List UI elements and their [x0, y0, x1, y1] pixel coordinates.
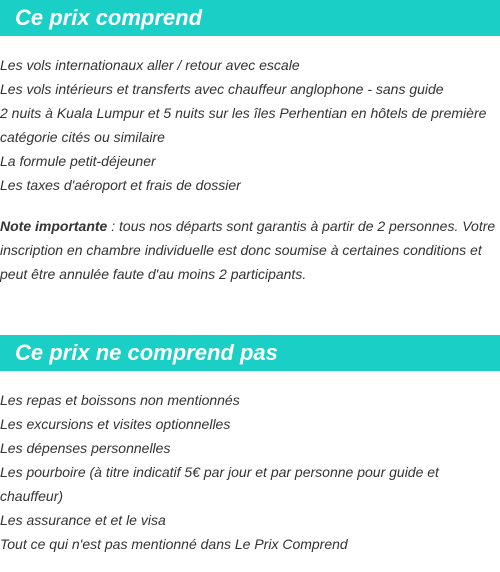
excludes-item: Les pourboire (à titre indicatif 5€ par jour et par personne pour guide et chauffeur) [0, 464, 439, 504]
excludes-item: Les dépenses personnelles [0, 440, 171, 456]
includes-section-title: Ce prix comprend [15, 5, 203, 30]
important-note [0, 214, 500, 286]
excludes-section-header [0, 335, 500, 371]
important-note-text: : tous nos départs sont garantis à partir de 2 personnes. Votre inscription en chambre individuelle est donc soumise à certaines conditions et peut être annulée faute d'au moins 2 participants. [0, 218, 496, 282]
important-note-label: Note importante [0, 218, 108, 234]
includes-item: Les vols intérieurs et transferts avec chauffeur anglophone - sans guide [0, 81, 444, 97]
includes-section-header [0, 0, 500, 36]
includes-list [0, 53, 500, 197]
includes-item: Les taxes d'aéroport et frais de dossier [0, 177, 241, 193]
includes-item: La formule petit-déjeuner [0, 153, 156, 169]
includes-item: 2 nuits à Kuala Lumpur et 5 nuits sur les îles Perhentian en hôtels de première catégorie cités ou similaire [0, 105, 487, 145]
excludes-list [0, 388, 500, 556]
excludes-item: Les assurance et et le visa [0, 512, 166, 528]
excludes-item: Tout ce qui n'est pas mentionné dans Le Prix Comprend [0, 536, 348, 552]
excludes-section-title: Ce prix ne comprend pas [15, 340, 278, 365]
includes-item: Les vols internationaux aller / retour avec escale [0, 57, 300, 73]
excludes-item: Les excursions et visites optionnelles [0, 416, 231, 432]
excludes-item: Les repas et boissons non mentionnés [0, 392, 240, 408]
